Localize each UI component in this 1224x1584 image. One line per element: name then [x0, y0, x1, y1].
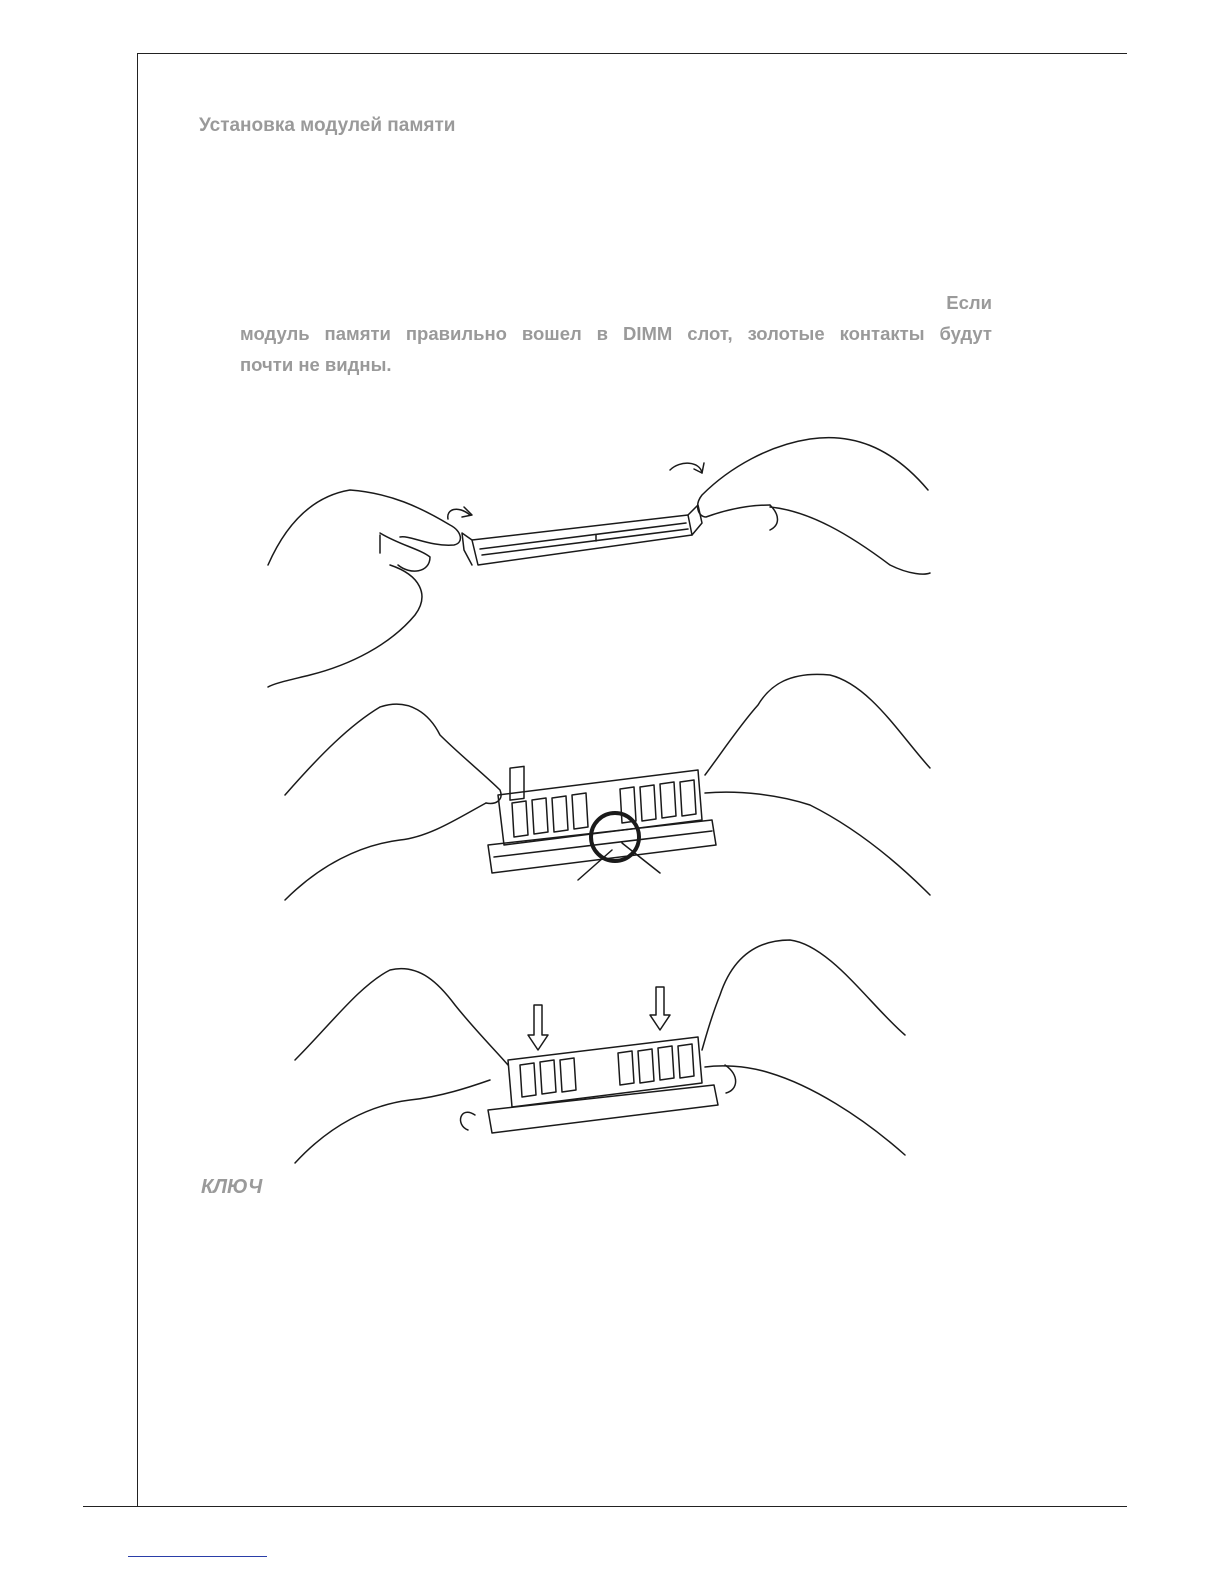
page-frame-left-border — [137, 53, 138, 1507]
step3-press-module-drawing — [295, 940, 905, 1163]
step-instruction-text — [240, 287, 992, 380]
step-text-line-1: Если — [946, 292, 992, 313]
step-text-line-3: почти не видны. — [240, 354, 392, 375]
section-title: Установка модулей памяти — [199, 115, 456, 136]
step2-insert-module-drawing — [285, 674, 930, 900]
memory-install-illustration — [250, 425, 950, 1175]
step1-open-latches-drawing — [268, 438, 930, 687]
footer-link-underline[interactable] — [128, 1556, 267, 1557]
page-frame-bottom-border — [83, 1506, 1127, 1507]
key-label: КЛЮЧ — [201, 1176, 263, 1198]
page-frame-top-border — [137, 53, 1127, 54]
step-text-line-2: модуль памяти правильно вошел в DIMM слот, золотые контакты будут — [240, 323, 992, 344]
